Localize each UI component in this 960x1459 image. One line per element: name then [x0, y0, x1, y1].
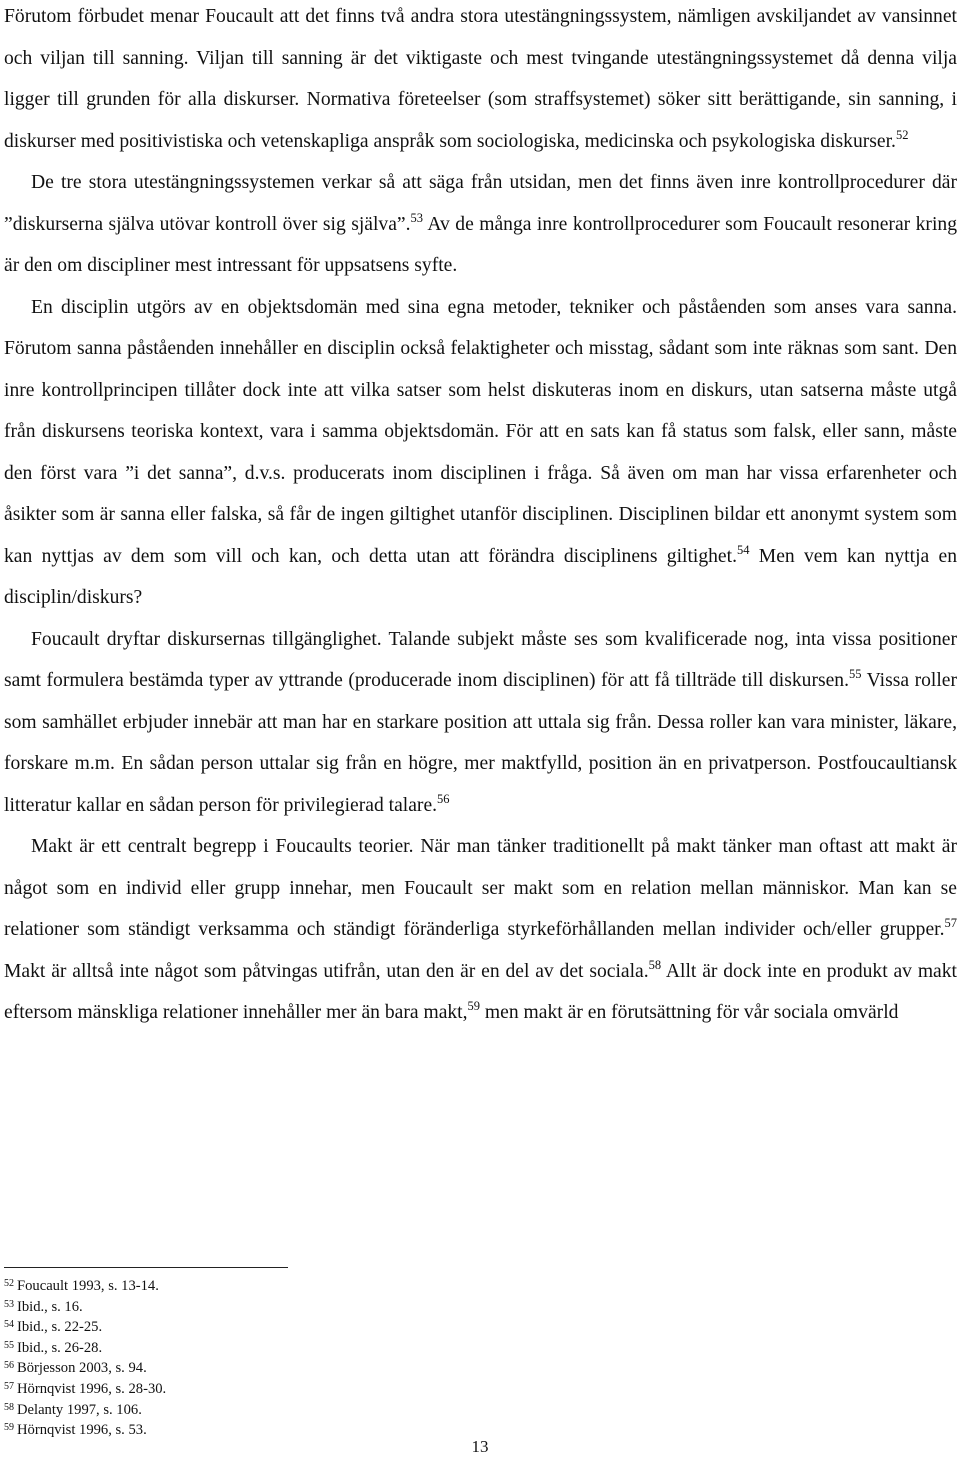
footnote-reference: 57: [944, 916, 957, 930]
paragraph-text: Men vem kan nyttja en disciplin/diskurs?: [4, 545, 957, 608]
paragraph-text: Av de många inre kontrollprocedurer som Foucault resonerar kring är den om discipliner mest intressant för uppsatsens syfte.: [4, 213, 957, 276]
footnote-number: 55: [4, 1339, 14, 1351]
paragraph-text: En disciplin utgörs av en objektsdomän med sina egna metoder, tekniker och påståenden som anses vara sanna. Förutom sanna påståenden innehåller en disciplin också felaktigheter och misstag, sådant som inte räknas som sant. Den inre kontrollprincipen tillåter dock inte att vilka satser som helst diskuteras inom en diskurs, utan satserna måste utgå från diskursens teoriska kontext, vara i samma objektsdomän. För att en sats kan få status som falsk, eller sann, måste den först vara ”i det sanna”, d.v.s. producerats inom disciplinen i fråga. Så även om man har vissa erfarenheter och åsikter som är sanna eller falska, så får de ingen giltighet utanför disciplinen. Disciplinen bildar ett anonymt system som kan nyttjas av dem som vill och kan, och detta utan att förändra disciplinens giltighet.: [4, 296, 957, 567]
page-number: 13: [471, 1437, 489, 1456]
footnote-reference: 56: [437, 791, 450, 806]
footnote-number: 54: [4, 1319, 14, 1331]
footnote-item: [4, 1358, 604, 1379]
footnote-reference: 59: [467, 999, 481, 1013]
footnote-number: 52: [4, 1278, 14, 1289]
paragraph: [4, 826, 957, 1034]
paragraph-text: Förutom förbudet menar Foucault att det finns två andra stora utestängningssystem, nämligen avskiljandet av vansinnet och viljan till sanning. Viljan till sanning är det viktigaste och mest tvingande utestängningssystemet då denna vilja ligger till grunden för alla diskurser. Normativa företeelser (som straffsystemet) söker sitt berättigande, sin sanning, i diskurser med positivistiska och vetenskapliga anspråk som sociologiska, medicinska och psykologiska diskurser.: [4, 6, 957, 152]
footnote-number: 58: [4, 1401, 14, 1413]
paragraph: [4, 162, 957, 287]
paragraph-text: De tre stora utestängningssystemen verkar så att säga från utsidan, men det finns även inre kontrollprocedurer där ”diskurserna själva utövar kontroll över sig själva”.: [4, 172, 957, 235]
paragraph: [4, 287, 957, 619]
footnote-number: 57: [4, 1380, 14, 1392]
paragraph: [4, 0, 957, 162]
footnote-item: [4, 1276, 604, 1297]
footnote-text: Delanty 1997, s. 106.: [17, 1401, 142, 1418]
footnote-text: Ibid., s. 16.: [17, 1298, 83, 1315]
footnote-text: Ibid., s. 26-28.: [17, 1339, 103, 1356]
footnote-reference: 55: [849, 667, 862, 681]
footnote-text: Börjesson 2003, s. 94.: [17, 1360, 147, 1377]
footnote-text: Ibid., s. 22-25.: [17, 1319, 103, 1336]
footnote-number: 53: [4, 1298, 14, 1310]
body-text: [4, 0, 957, 1034]
paragraph-text: Vissa roller som samhället erbjuder innebär att man har en starkare position att uttala sig från. Dessa roller kan vara minister, läkare, forskare m.m. En sådan person uttalar sig från en högre, mer maktfylld, position än en privatperson. Postfoucaultiansk litteratur kallar en sådan person för privilegierad talare.: [4, 670, 958, 816]
footnote-reference: 58: [648, 957, 662, 972]
footnote-reference: 53: [410, 210, 423, 225]
paragraph-text: Makt är ett centralt begrepp i Foucaults teorier. När man tänker traditionellt på makt tänker man oftast att makt är något som en individ eller grupp innehar, men Foucault ser makt som en relation mellan människor. Man kan se relationer som ständigt verksamma och ständigt föränderliga styrkeförhållanden mellan individer och/eller grupper.: [4, 836, 957, 940]
footnote-reference: 54: [736, 542, 750, 557]
paragraph-text: Allt är dock inte en produkt av makt eftersom mänskliga relationer innehåller mer än bara makt,: [4, 960, 957, 1023]
footnote-divider: [4, 1267, 288, 1268]
footnote-item: [4, 1379, 604, 1400]
paragraph-text: men makt är en förutsättning för vår sociala omvärld: [480, 1002, 899, 1023]
paragraph-text: Makt är alltså inte något som påtvingas utifrån, utan den är en del av det sociala.: [4, 960, 649, 982]
footnote-text: Hörnqvist 1996, s. 53.: [17, 1422, 147, 1439]
footnote-text: Foucault 1993, s. 13-14.: [17, 1278, 159, 1294]
paragraph: [4, 619, 957, 827]
footnote-text: Hörnqvist 1996, s. 28-30.: [17, 1380, 167, 1397]
footnote-item: [4, 1400, 604, 1421]
footnote-item: [4, 1338, 604, 1359]
footnote-item: [4, 1297, 604, 1318]
footnote-item: [4, 1317, 604, 1338]
footnote-reference: 52: [895, 127, 909, 142]
footnotes-list: [4, 1276, 604, 1441]
footnote-number: 59: [4, 1422, 14, 1434]
paragraph-text: Foucault dryftar diskursernas tillgänglighet. Talande subjekt måste ses som kvalificerade nog, inta vissa positioner samt formulera bestämda typer av yttrande (producerade inom disciplinen) för att få tillträde till diskursen.: [4, 628, 957, 691]
footnote-number: 56: [4, 1360, 14, 1372]
